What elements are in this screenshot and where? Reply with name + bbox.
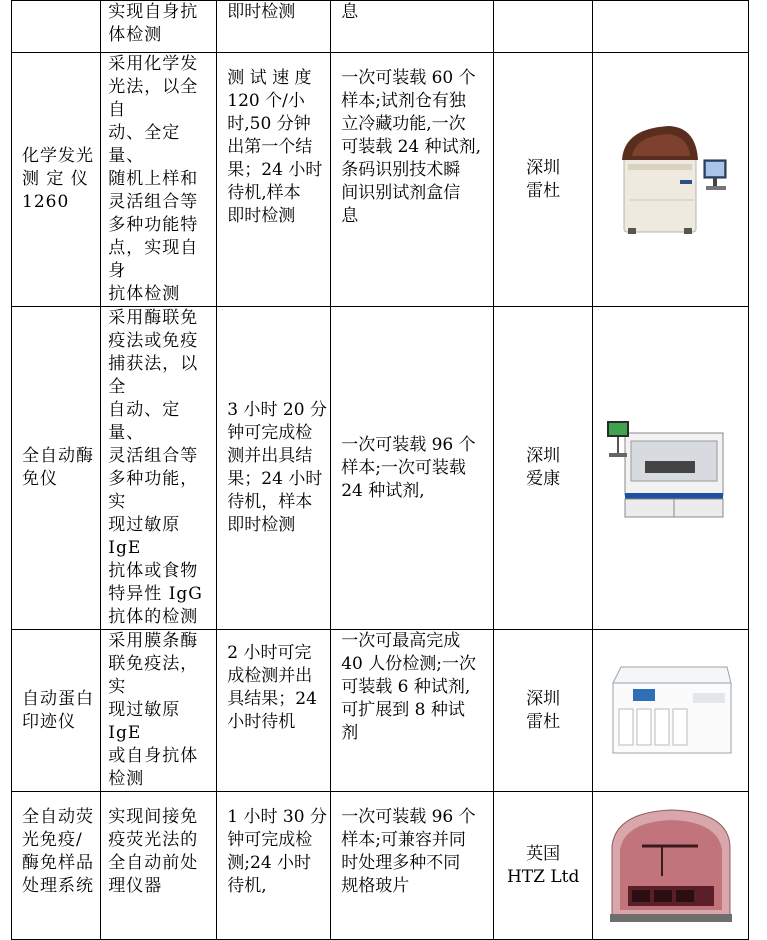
method-cell: 实现间接免 疫荧光法的 全自动前处 理仪器 bbox=[101, 792, 217, 940]
instrument-name: 自动蛋白 印迹仪 bbox=[12, 630, 101, 792]
image-cell bbox=[592, 53, 748, 307]
method-cell: 采用酶联免 疫法或免疫 捕获法，以全 自动、定量、 灵活组合等 多种功能，实 现过敏原 IgE 抗体或食物 特异性 IgG 抗体的检测 bbox=[101, 307, 217, 630]
table-row bbox=[12, 792, 749, 940]
image-cell bbox=[592, 792, 748, 940]
features-cell: 一次可装载 96 个 样本;可兼容并同 时处理多种不同 规格玻片 bbox=[331, 792, 494, 940]
table-row bbox=[12, 307, 749, 630]
chemiluminescence-analyzer-image bbox=[610, 120, 730, 240]
speed-cell: 3 小时 20 分 钟可完成检 测并出具结 果；24 小时 待机，样本 即时检测 bbox=[217, 307, 331, 630]
maker-cell: 深圳 雷杜 bbox=[494, 630, 593, 792]
instrument-name bbox=[12, 1, 101, 53]
image-cell bbox=[592, 307, 748, 630]
speed-cell: 1 小时 30 分 钟可完成检 测;24 小时 待机, bbox=[217, 792, 331, 940]
maker-cell: 英国 HTZ Ltd bbox=[494, 792, 593, 940]
method-cell: 采用膜条酶 联免疫法，实 现过敏原 IgE 或自身抗体 检测 bbox=[101, 630, 217, 792]
table-row bbox=[12, 630, 749, 792]
features-cell: 息 bbox=[331, 1, 494, 53]
elisa-analyzer-image bbox=[605, 413, 735, 523]
method-cell: 实现自身抗 体检测 bbox=[101, 1, 217, 53]
features-cell: 一次可装载 96 个 样本;一次可装载 24 种试剂, bbox=[331, 307, 494, 630]
speed-cell: 2 小时可完 成检测并出 具结果；24 小时待机 bbox=[217, 630, 331, 792]
instrument-name: 全自动荧 光免疫/ 酶免样品 处理系统 bbox=[12, 792, 101, 940]
image-cell bbox=[592, 1, 748, 53]
maker-cell: 深圳 雷杜 bbox=[494, 53, 593, 307]
maker-cell: 深圳 爱康 bbox=[494, 307, 593, 630]
maker-cell bbox=[494, 1, 593, 53]
speed-cell: 即时检测 bbox=[217, 1, 331, 53]
instrument-name: 化学发光 测 定 仪 1260 bbox=[12, 53, 101, 307]
speed-cell: 测 试 速 度 120 个/小 时,50 分钟 出第一个结 果；24 小时 待机,样本 即时检测 bbox=[217, 53, 331, 307]
immunoblot-instrument-image bbox=[603, 663, 737, 759]
instrument-name: 全自动酶 免仪 bbox=[12, 307, 101, 630]
table-row bbox=[12, 1, 749, 53]
sample-processing-system-image bbox=[602, 806, 738, 926]
instrument-table bbox=[11, 0, 749, 940]
table-row bbox=[12, 53, 749, 307]
features-cell: 一次可最高完成 40 人份检测;一次 可装载 6 种试剂, 可扩展到 8 种试 剂 bbox=[331, 630, 494, 792]
image-cell bbox=[592, 630, 748, 792]
features-cell: 一次可装载 60 个 样本;试剂仓有独 立冷藏功能,一次 可装载 24 种试剂, 条码识别技术瞬 间识别试剂盒信 息 bbox=[331, 53, 494, 307]
method-cell: 采用化学发 光法，以全自 动、全定量、 随机上样和 灵活组合等 多种功能特 点，实现自身 抗体检测 bbox=[101, 53, 217, 307]
